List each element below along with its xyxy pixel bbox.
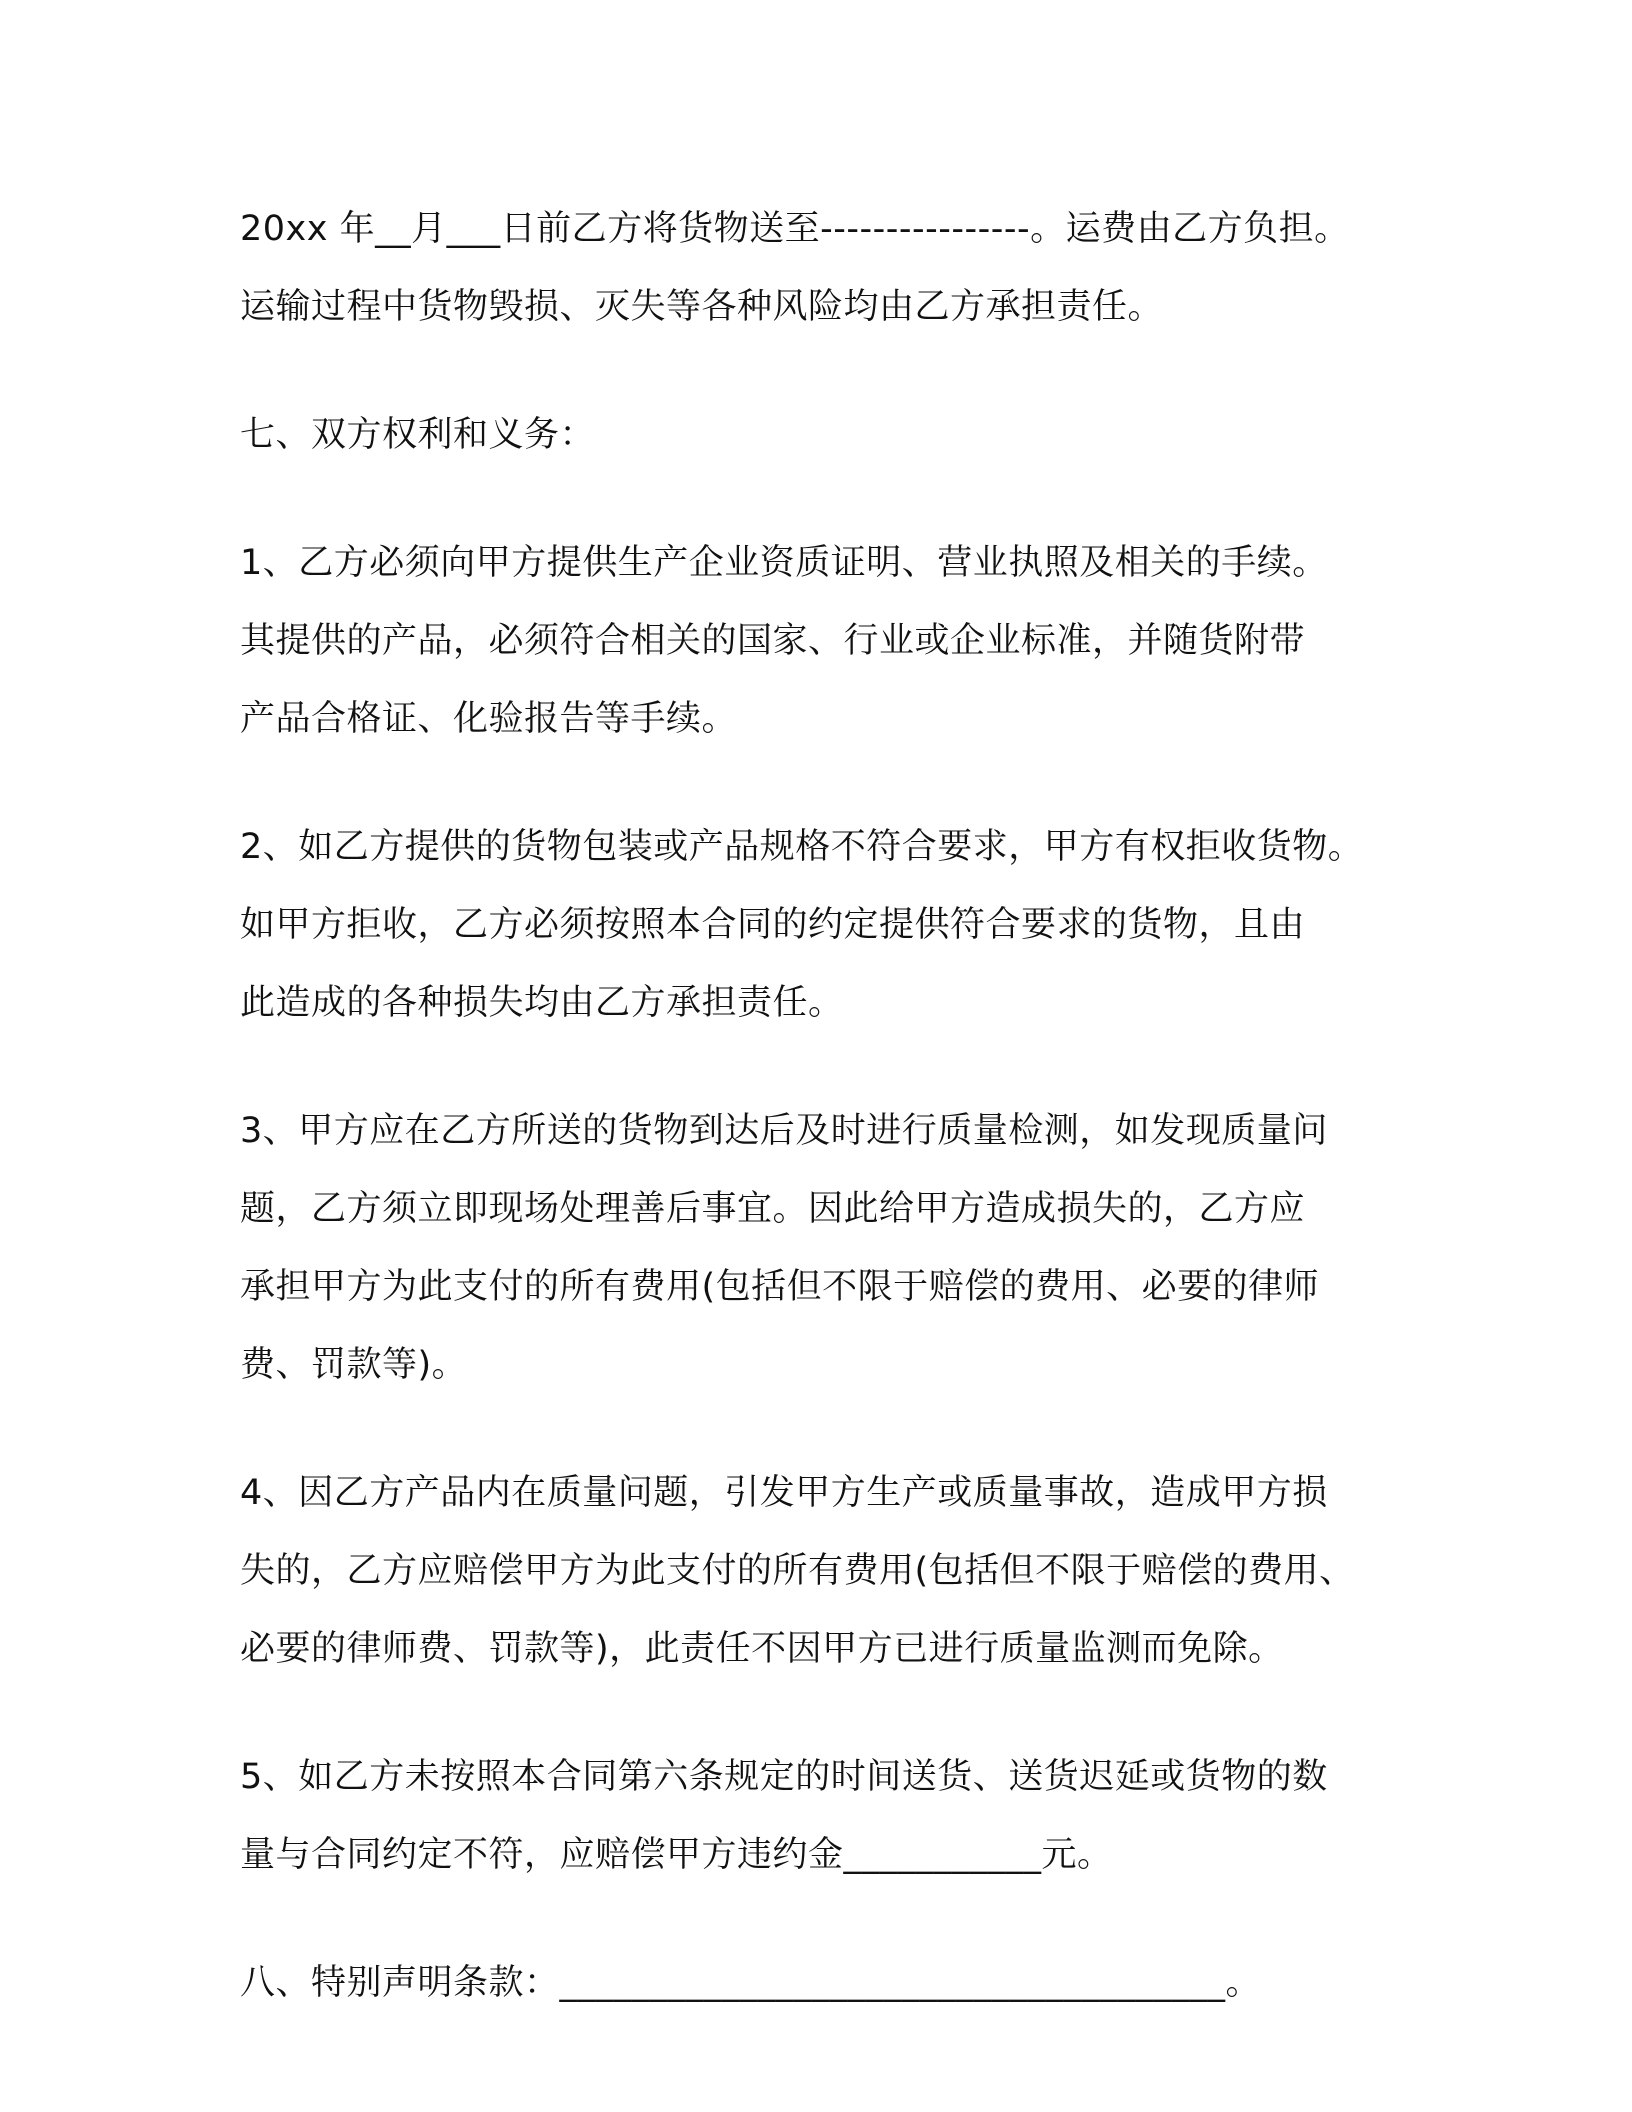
text-line: 产品合格证、化验报告等手续。 — [240, 699, 738, 739]
clause-item-2 — [240, 808, 1440, 1042]
document-page — [240, 190, 1440, 2072]
text-line: 费、罚款等)。 — [240, 1345, 468, 1385]
text-line: 5、如乙方未按照本合同第六条规定的时间送货、送货迟延或货物的数 — [240, 1757, 1328, 1797]
clause-item-4 — [240, 1454, 1440, 1688]
text-line: 必要的律师费、罚款等)，此责任不因甲方已进行质量监测而免除。 — [240, 1629, 1284, 1669]
text-line: 4、因乙方产品内在质量问题，引发甲方生产或质量事故，造成甲方损 — [240, 1473, 1328, 1513]
delivery-clause — [240, 190, 1440, 346]
section-8-special-terms — [240, 1944, 1440, 2022]
text-line: 2、如乙方提供的货物包装或产品规格不符合要求，甲方有权拒收货物。 — [240, 827, 1364, 867]
text-line: 1、乙方必须向甲方提供生产企业资质证明、营业执照及相关的手续。 — [240, 543, 1328, 583]
text-line: 如甲方拒收，乙方必须按照本合同的约定提供符合要求的货物，且由 — [240, 905, 1306, 945]
text-line: 失的，乙方应赔偿甲方为此支付的所有费用(包括但不限于赔偿的费用、 — [240, 1551, 1355, 1591]
clause-item-1 — [240, 524, 1440, 758]
text-line: 其提供的产品，必须符合相关的国家、行业或企业标准，并随货附带 — [240, 621, 1306, 661]
text-line: 此造成的各种损失均由乙方承担责任。 — [240, 983, 844, 1023]
text-line: 承担甲方为此支付的所有费用(包括但不限于赔偿的费用、必要的律师 — [240, 1267, 1320, 1307]
section-heading: 八、特别声明条款：_____________________________________。 — [240, 1963, 1262, 2003]
text-line: 20xx 年__月___日前乙方将货物送至----------------。运费由乙方负担。 — [240, 209, 1350, 249]
text-line: 运输过程中货物毁损、灭失等各种风险均由乙方承担责任。 — [240, 287, 1164, 327]
text-line: 量与合同约定不符，应赔偿甲方违约金___________元。 — [240, 1835, 1113, 1875]
text-line: 题，乙方须立即现场处理善后事宜。因此给甲方造成损失的，乙方应 — [240, 1189, 1306, 1229]
clause-item-5 — [240, 1738, 1440, 1894]
section-heading: 七、双方权利和义务： — [240, 415, 596, 455]
clause-item-3 — [240, 1092, 1440, 1404]
text-line: 3、甲方应在乙方所送的货物到达后及时进行质量检测，如发现质量问 — [240, 1111, 1328, 1151]
section-7-heading — [240, 396, 1440, 474]
